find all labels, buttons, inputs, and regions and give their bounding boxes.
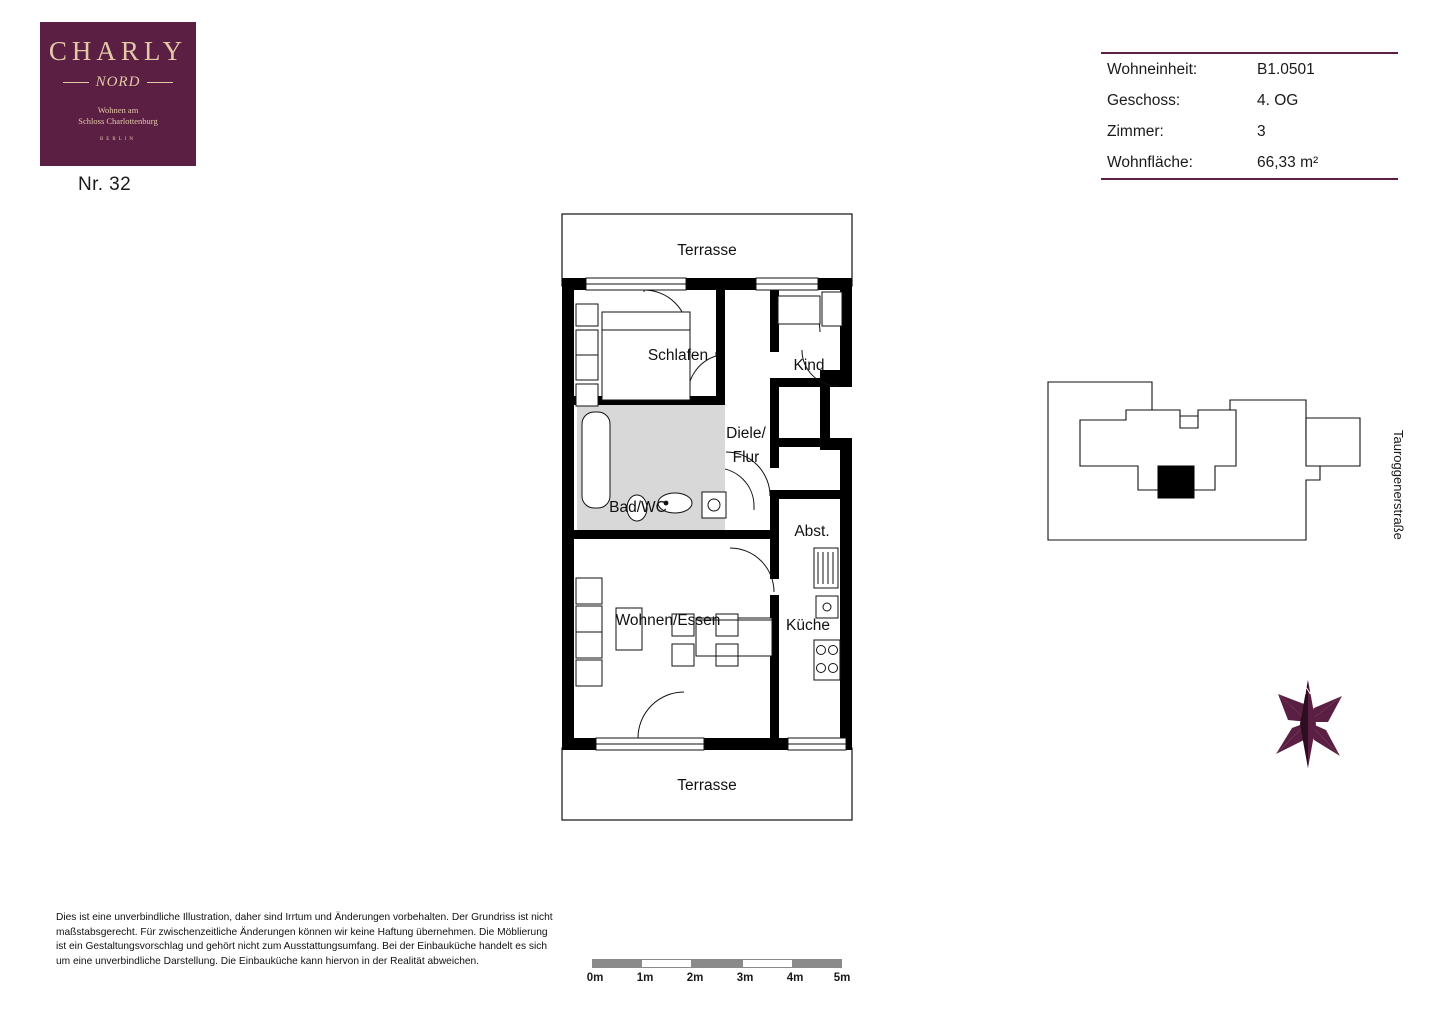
info-key: Wohnfläche: bbox=[1107, 153, 1193, 171]
brand-sub-row bbox=[63, 74, 174, 91]
info-key: Geschoss: bbox=[1107, 91, 1181, 109]
brand-sub: NORD bbox=[95, 74, 141, 90]
divider-left bbox=[63, 82, 89, 83]
street-name-label: Tauroggenerstraße bbox=[1391, 430, 1406, 540]
info-value: 4. OG bbox=[1257, 91, 1299, 109]
room-label-kueche: Küche bbox=[786, 617, 830, 634]
site-plan-unit-highlight bbox=[1158, 466, 1194, 498]
scale-bar-ticks bbox=[586, 972, 851, 988]
room-label-abst: Abst. bbox=[794, 523, 830, 540]
divider-right bbox=[147, 82, 173, 83]
scale-tick: 4m bbox=[786, 972, 804, 984]
compass-rose bbox=[1258, 672, 1358, 782]
info-value: B1.0501 bbox=[1257, 60, 1315, 78]
scale-tick: 3m bbox=[736, 972, 754, 984]
scale-tick: 2m bbox=[686, 972, 704, 984]
room-label-kind: Kind bbox=[793, 357, 825, 374]
unit-number: Nr. 32 bbox=[78, 174, 132, 195]
table-row bbox=[1101, 116, 1398, 147]
scale-bar bbox=[586, 959, 862, 988]
info-key: Zimmer: bbox=[1107, 122, 1164, 140]
room-label-diele-line1: Diele/ bbox=[726, 425, 766, 442]
info-value: 3 bbox=[1257, 122, 1266, 140]
table-row bbox=[1101, 85, 1398, 116]
compass-north-label: N bbox=[1304, 685, 1312, 697]
info-value: 66,33 m² bbox=[1257, 153, 1319, 171]
brand-city: BERLIN bbox=[99, 136, 137, 142]
room-label-wohnen-essen: Wohnen/Essen bbox=[615, 612, 721, 629]
room-label-schlafen: Schlafen bbox=[647, 347, 709, 364]
brand-name: CHARLY bbox=[48, 36, 188, 66]
scale-tick: 0m bbox=[586, 972, 604, 984]
room-label-terrasse-top: Terrasse bbox=[677, 242, 737, 259]
table-row bbox=[1101, 147, 1398, 178]
scale-tick: 1m bbox=[636, 972, 654, 984]
table-rule-bottom bbox=[1101, 178, 1398, 180]
brand-tagline-line2: Schloss Charlottenburg bbox=[78, 116, 158, 127]
table-row bbox=[1101, 54, 1398, 85]
scale-tick: 5m bbox=[833, 972, 851, 984]
info-key: Wohneinheit: bbox=[1107, 60, 1198, 78]
room-label-terrasse-bottom: Terrasse bbox=[677, 777, 737, 794]
disclaimer-text: Dies ist eine unverbindliche Illustration, daher sind Irrtum und Änderungen vorbehalten. Der Grundriss ist nicht maßstabsgerecht. Für zwischenzeitliche Änderungen können wir keine Haftung übernehmen. Die Möblierung ist ein Gestaltungsvorschlag und gehört nicht zum Ausstattungsumfang. Bei der Einbauküche handelt es sich um eine unverbindliche Darstellung. Die Einbauküche kann hiervon in der Realität abweichen. bbox=[56, 911, 553, 968]
room-label-bad-wc: Bad/WC bbox=[609, 499, 667, 516]
unit-info-table bbox=[1101, 52, 1398, 180]
room-label-diele-line2: Flur bbox=[732, 449, 760, 466]
brand-tagline-line1: Wohnen am bbox=[97, 105, 139, 115]
scale-bar-segments bbox=[592, 959, 842, 968]
site-plan bbox=[1030, 370, 1420, 620]
floorplan-drawing bbox=[520, 200, 940, 840]
brand-logo bbox=[40, 22, 196, 166]
